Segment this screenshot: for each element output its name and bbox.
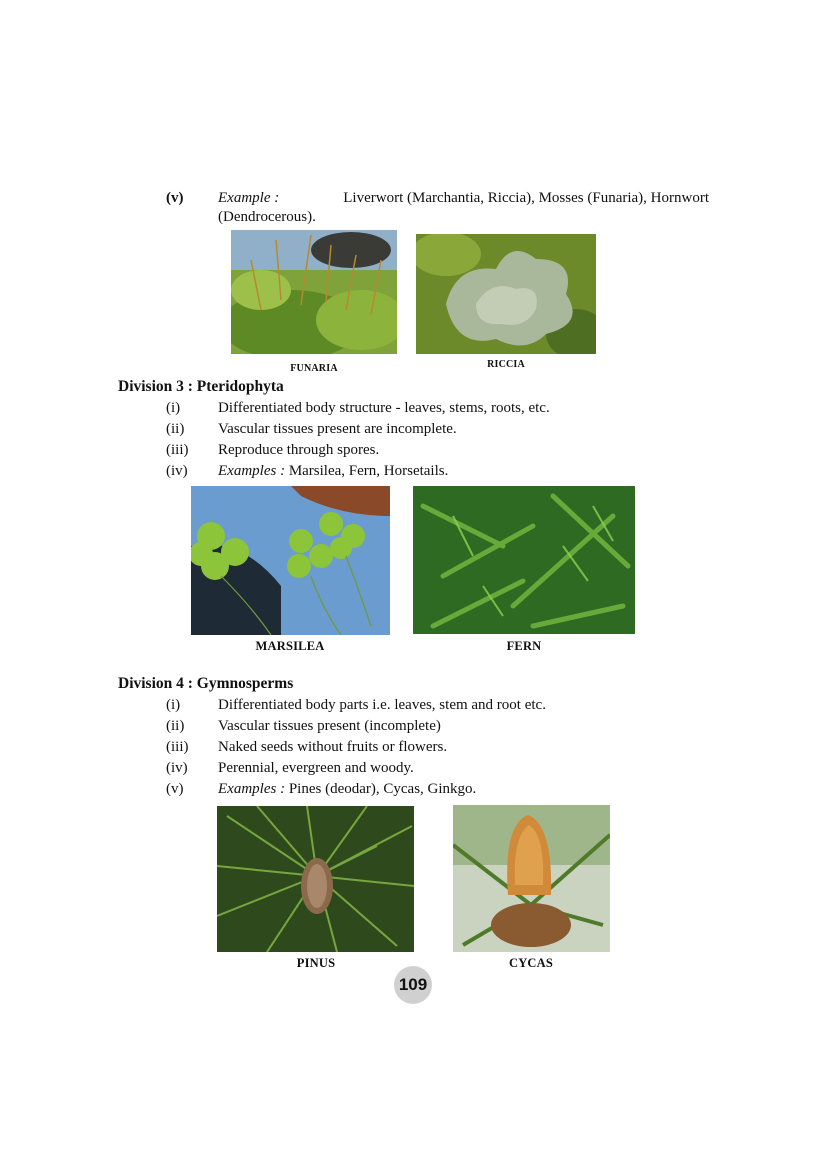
- marsilea-photo: [191, 486, 390, 635]
- pinus-photo: [217, 806, 414, 952]
- list-item: Naked seeds without fruits or flowers.: [218, 739, 448, 755]
- riccia-photo: [416, 234, 596, 354]
- list-number: (iv): [166, 463, 188, 479]
- list-item: Reproduce through spores.: [218, 442, 380, 458]
- list-number: (iii): [166, 442, 189, 458]
- page-number: 109: [394, 966, 432, 1004]
- list-item: Differentiated body parts i.e. leaves, stem and root etc.: [218, 697, 546, 713]
- list-item: [218, 780, 476, 799]
- examples-text: Pines (deodar), Cycas, Ginkgo.: [288, 781, 477, 797]
- example-line-2: (Dendrocerous).: [218, 209, 316, 225]
- list-item: [218, 462, 448, 481]
- list-number: (v): [166, 781, 184, 797]
- examples-label: Examples :: [218, 463, 286, 479]
- riccia-caption: RICCIA: [487, 359, 525, 370]
- division-3-heading: Division 3 : Pteridophyta: [118, 378, 284, 395]
- examples-label: Examples :: [218, 781, 286, 797]
- example-text: Liverwort (Marchantia, Riccia), Mosses (Funaria), Hornwort: [343, 190, 709, 206]
- list-number: (iii): [166, 739, 189, 755]
- cycas-caption: CYCAS: [508, 956, 554, 970]
- list-item: Vascular tissues present are incomplete.: [218, 421, 457, 437]
- marsilea-caption: MARSILEA: [255, 639, 325, 653]
- list-number: (iv): [166, 760, 188, 776]
- funaria-photo: [231, 230, 397, 354]
- list-item: Perennial, evergreen and woody.: [218, 760, 414, 776]
- division-4-heading: Division 4 : Gymnosperms: [118, 675, 294, 692]
- list-number: (i): [166, 697, 181, 713]
- fern-caption: FERN: [506, 639, 542, 653]
- funaria-caption: FUNARIA: [290, 363, 338, 374]
- cycas-photo: [453, 805, 610, 952]
- list-item: Vascular tissues present (incomplete): [218, 718, 441, 734]
- examples-text: Marsilea, Fern, Horsetails.: [288, 463, 449, 479]
- list-item: Differentiated body structure - leaves, stems, roots, etc.: [218, 400, 550, 416]
- list-number: (ii): [166, 421, 185, 437]
- pinus-caption: PINUS: [296, 956, 336, 970]
- list-number: (i): [166, 400, 181, 416]
- list-number: (ii): [166, 718, 185, 734]
- example-line-1: [218, 189, 709, 208]
- fern-photo: [413, 486, 635, 634]
- item-number: (v): [166, 190, 184, 206]
- example-label: Example :: [218, 190, 280, 206]
